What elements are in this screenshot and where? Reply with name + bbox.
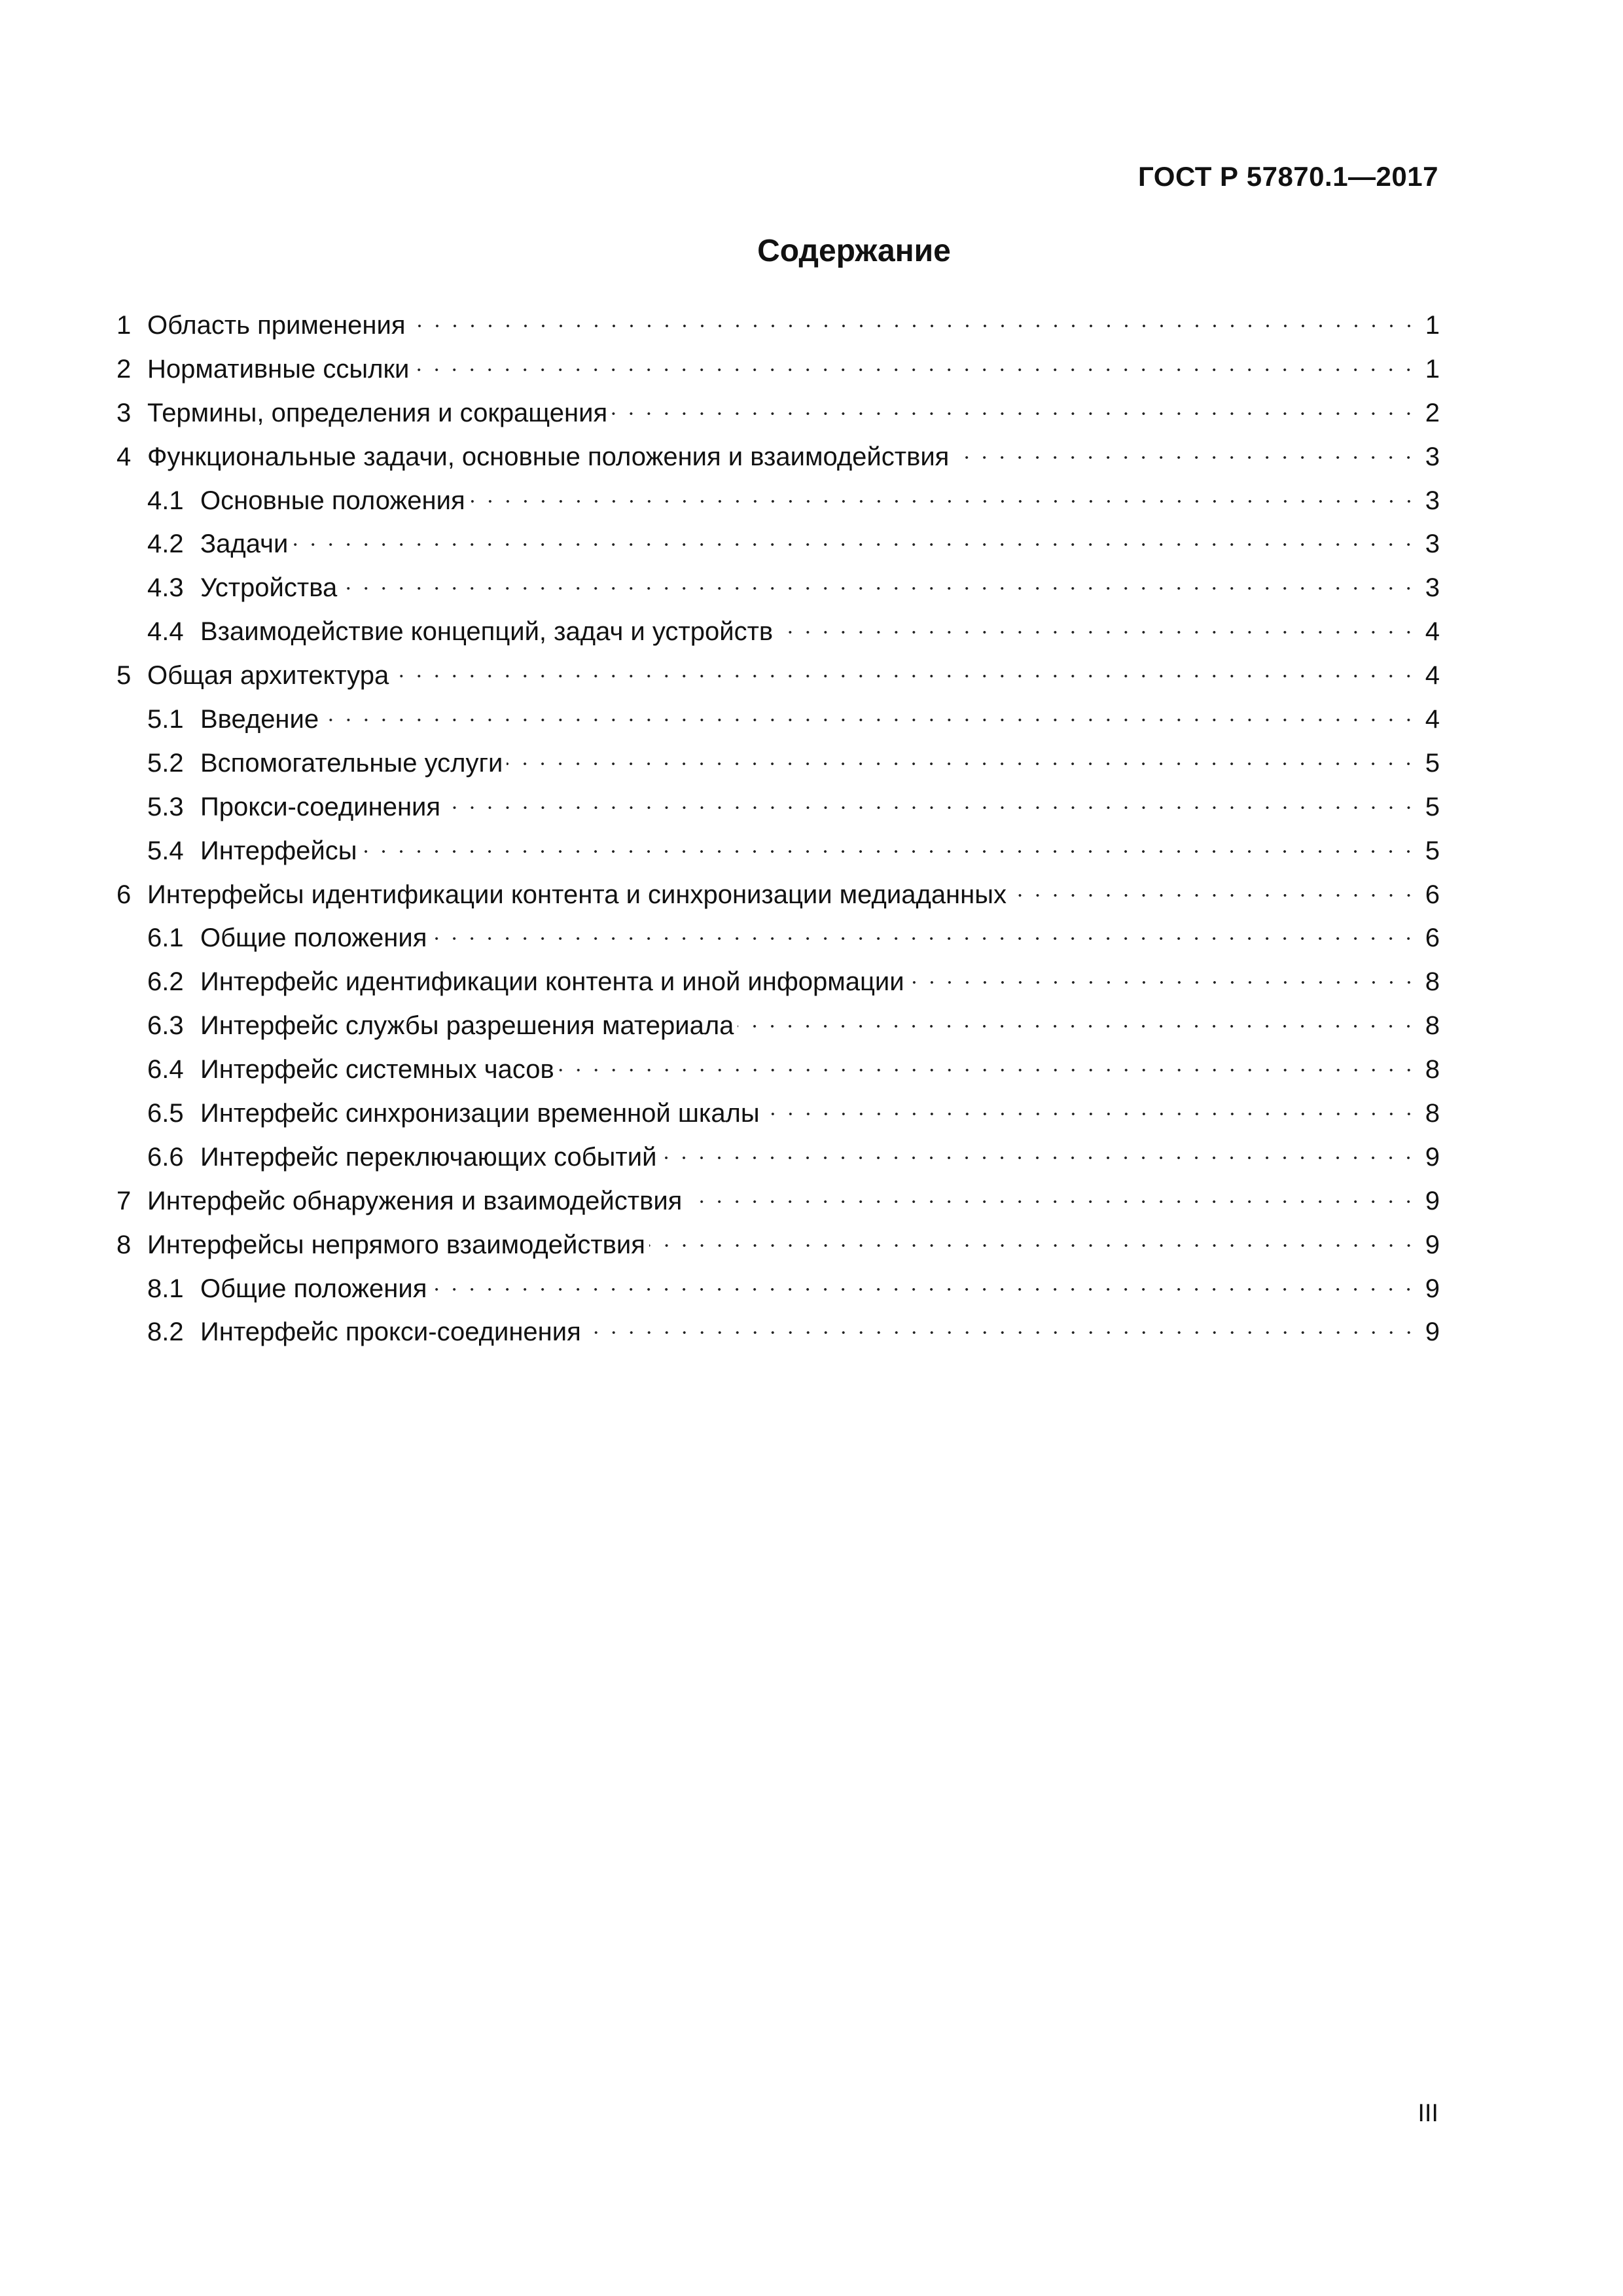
toc-dot-leader (660, 1132, 1418, 1166)
toc-entry-number: 6.1 (147, 924, 184, 953)
toc-entry-number: 6 (116, 880, 132, 909)
toc-dot-leader (611, 387, 1418, 422)
toc-entry[interactable] (116, 1044, 1440, 1088)
toc-entry-number: 4.1 (147, 486, 184, 515)
toc-entry-number: 7 (116, 1186, 132, 1215)
toc-entry[interactable] (116, 1088, 1440, 1132)
toc-entry-number: 4.2 (147, 529, 184, 559)
toc-dot-leader (777, 606, 1418, 640)
toc-entry-page: 5 (1425, 792, 1440, 821)
toc-entry-title: Вспомогательные услуги (200, 748, 503, 778)
toc-entry-title: Общие положения (200, 924, 427, 953)
toc-entry-number: 5 (116, 661, 132, 691)
toc-entry-number: 8.2 (147, 1318, 184, 1347)
toc-entry-page: 1 (1425, 354, 1440, 384)
toc-dot-leader (341, 562, 1418, 596)
toc-dot-leader (444, 781, 1418, 816)
toc-entry-number: 5.2 (147, 748, 184, 778)
toc-dot-leader (431, 912, 1418, 946)
toc-entry[interactable] (116, 738, 1440, 781)
toc-entry-page: 4 (1425, 661, 1440, 691)
toc-entry[interactable] (116, 431, 1440, 475)
toc-entry-title: Интерфейс обнаружения и взаимодействия (147, 1186, 683, 1215)
toc-dot-leader (410, 300, 1418, 334)
toc-dot-leader (1010, 869, 1418, 903)
toc-entry-title: Интерфейсы идентификации контента и синхронизации медиаданных (147, 880, 1007, 909)
toc-entry[interactable] (116, 912, 1440, 956)
toc-entry[interactable] (116, 606, 1440, 650)
toc-entry-number: 6.6 (147, 1142, 184, 1172)
toc-dot-leader (323, 694, 1418, 728)
toc-entry-page: 9 (1425, 1142, 1440, 1172)
toc-entry-number: 4.4 (147, 617, 184, 647)
toc-entry-title: Взаимодействие концепций, задач и устройств (200, 617, 774, 647)
toc-entry-title: Устройства (200, 573, 338, 603)
toc-entry[interactable] (116, 1000, 1440, 1044)
toc-entry-page: 4 (1425, 705, 1440, 734)
toc-entry-number: 4.3 (147, 573, 184, 603)
toc-dot-leader (292, 518, 1418, 552)
toc-entry-title: Интерфейс прокси-соединения (200, 1318, 581, 1347)
toc-dot-leader (361, 825, 1418, 859)
toc-entry[interactable] (116, 956, 1440, 1000)
toc-dot-leader (908, 956, 1418, 990)
page-number: III (1418, 2100, 1438, 2127)
toc-entry-page: 3 (1425, 573, 1440, 603)
toc-dot-leader (431, 1263, 1418, 1297)
toc-entry-page: 9 (1425, 1186, 1440, 1215)
toc-entry-page: 5 (1425, 836, 1440, 865)
toc-entry-number: 6.5 (147, 1099, 184, 1128)
toc-entry[interactable] (116, 475, 1440, 519)
toc-entry-title: Функциональные задачи, основные положения и взаимодействия (147, 442, 950, 471)
toc-entry[interactable] (116, 300, 1440, 344)
toc-dot-leader (558, 1044, 1418, 1078)
toc-entry-title: Введение (200, 705, 319, 734)
toc-entry-title: Область применения (147, 311, 406, 340)
toc-entry-title: Прокси-соединения (200, 792, 441, 821)
toc-entry-page: 3 (1425, 442, 1440, 471)
toc-entry-title: Интерфейс переключающих событий (200, 1142, 657, 1172)
toc-entry-page: 9 (1425, 1274, 1440, 1303)
toc-dot-leader (413, 344, 1418, 378)
toc-entry-page: 9 (1425, 1230, 1440, 1259)
toc-entry[interactable] (116, 781, 1440, 825)
toc-entry-page: 5 (1425, 748, 1440, 778)
toc-entry-page: 2 (1425, 398, 1440, 427)
toc-entry[interactable] (116, 1132, 1440, 1175)
toc-entry-title: Задачи (200, 529, 289, 559)
toc-title: Содержание (757, 234, 951, 268)
toc-entry-number: 5.4 (147, 836, 184, 865)
toc-entry-number: 6.2 (147, 967, 184, 997)
toc-entry[interactable] (116, 344, 1440, 387)
toc-entry-page: 8 (1425, 967, 1440, 997)
toc-entry[interactable] (116, 694, 1440, 738)
toc-entry-title: Интерфейс идентификации контента и иной информации (200, 967, 904, 997)
toc-entry-page: 9 (1425, 1318, 1440, 1347)
toc-entry-number: 6.4 (147, 1055, 184, 1085)
toc-entry-page: 6 (1425, 880, 1440, 909)
toc-entry-page: 4 (1425, 617, 1440, 647)
toc-entry[interactable] (116, 518, 1440, 562)
toc-entry-title: Общие положения (200, 1274, 427, 1303)
toc-dot-leader (738, 1000, 1418, 1034)
toc-entry-number: 8.1 (147, 1274, 184, 1303)
toc-entry-page: 3 (1425, 486, 1440, 515)
toc-entry-title: Интерфейс службы разрешения материала (200, 1011, 734, 1041)
toc-entry-title: Нормативные ссылки (147, 354, 410, 384)
toc-entry-page: 1 (1425, 311, 1440, 340)
toc-entry[interactable] (116, 1175, 1440, 1219)
toc-entry-page: 8 (1425, 1099, 1440, 1128)
toc-entry-title: Термины, определения и сокращения (147, 398, 608, 427)
toc-entry-title: Интерфейсы непрямого взаимодействия (147, 1230, 645, 1259)
toc-entry[interactable] (116, 1306, 1440, 1350)
toc-entry[interactable] (116, 869, 1440, 913)
toc-dot-leader (507, 738, 1418, 772)
toc-entry-title: Основные положения (200, 486, 465, 515)
toc-entry-title: Интерфейсы (200, 836, 357, 865)
toc-entry[interactable] (116, 562, 1440, 606)
toc-entry-number: 2 (116, 354, 132, 384)
toc-entry[interactable] (116, 1219, 1440, 1263)
toc-dot-leader (764, 1088, 1418, 1122)
toc-entry[interactable] (116, 387, 1440, 431)
toc-entry[interactable] (116, 1263, 1440, 1307)
toc-entry-page: 6 (1425, 924, 1440, 953)
document-code: ГОСТ Р 57870.1—2017 (1138, 161, 1438, 192)
toc-dot-leader (686, 1175, 1418, 1210)
toc-entry-number: 3 (116, 398, 132, 427)
toc-entry-number: 4 (116, 442, 132, 471)
toc-entry[interactable] (116, 825, 1440, 869)
toc-dot-leader (953, 431, 1418, 465)
toc-entry-title: Интерфейс системных часов (200, 1055, 554, 1085)
toc-entry[interactable] (116, 650, 1440, 694)
toc-entry-number: 5.1 (147, 705, 184, 734)
toc-entry-number: 5.3 (147, 792, 184, 821)
toc-dot-leader (585, 1306, 1418, 1340)
toc-entry-page: 8 (1425, 1055, 1440, 1085)
toc-entry-title: Общая архитектура (147, 661, 389, 691)
toc-dot-leader (649, 1219, 1418, 1253)
table-of-contents (116, 300, 1440, 1350)
toc-entry-page: 8 (1425, 1011, 1440, 1041)
toc-entry-number: 1 (116, 311, 132, 340)
toc-entry-title: Интерфейс синхронизации временной шкалы (200, 1099, 760, 1128)
toc-entry-number: 6.3 (147, 1011, 184, 1041)
toc-entry-page: 3 (1425, 529, 1440, 559)
toc-entry-number: 8 (116, 1230, 132, 1259)
toc-dot-leader (393, 650, 1418, 684)
toc-dot-leader (469, 475, 1418, 509)
